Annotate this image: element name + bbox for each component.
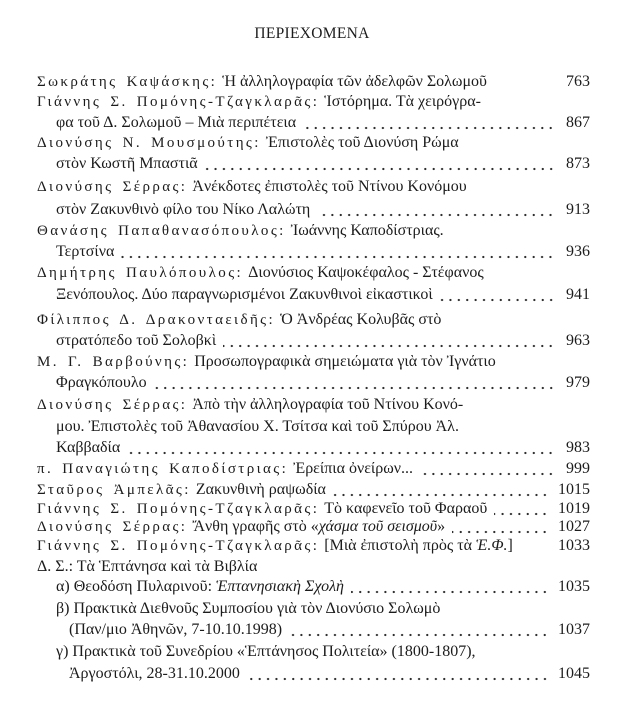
- toc-line: [37, 459, 590, 479]
- entry-title: Ὁ Ἀνδρέας Κολυβᾶς στὸ: [280, 311, 442, 328]
- item-title: Θεοδόση Πυλαρινοῦ:: [73, 578, 217, 595]
- entry-title-continued: στρατόπεδο τοῦ Σολοβκὶ: [56, 332, 217, 349]
- toc-line: [37, 536, 590, 556]
- entry-title-continued: μου. Ἐπιστολὲς τοῦ Ἀθανασίου Χ. Τσίτσα καὶ τοῦ Σπύρου Ἀλ.: [56, 418, 459, 435]
- dot-leader: [223, 331, 555, 351]
- item-title-italic: Ἑπτανησιακὴ Σχολὴ: [216, 578, 344, 595]
- entry-author: Γιάννης Σ. Πομόνης-Τζαγκλαρᾶς:: [37, 501, 320, 517]
- page-title: ΠΕΡΙΕΧΟΜΕΝΑ: [254, 25, 370, 42]
- page-number: 763: [566, 73, 590, 90]
- dot-leader: [351, 577, 549, 597]
- toc-line: [37, 72, 590, 92]
- toc-line: [56, 438, 590, 458]
- entry-text: [37, 517, 445, 537]
- item-title: Πρακτικὰ Διεθνοῦς Συμποσίου γιὰ τὸν Διονύσιο Σολωμὸ: [73, 600, 441, 617]
- page-number: 873: [566, 155, 590, 172]
- section-heading-text: Δ. Σ.: Τὰ Ἑπτάνησα καὶ τὰ Βιβλία: [37, 558, 258, 575]
- toc-line: [56, 242, 590, 262]
- entry-text: [37, 352, 496, 372]
- dot-leader: [333, 480, 549, 500]
- section-heading: [37, 557, 257, 577]
- dot-leader: [303, 113, 555, 133]
- dot-leader: [247, 664, 549, 684]
- entry-title: Ἡ ἀλληλογραφία τῶν ἀδελφῶν Σολωμοῦ: [222, 73, 487, 90]
- entry-text: [37, 536, 513, 556]
- toc-line: [37, 177, 467, 197]
- entry-title-continued: φα τοῦ Δ. Σολωμοῦ – Μιὰ περιπέτεια: [56, 114, 297, 131]
- dot-leader: [420, 459, 555, 479]
- toc-line: [69, 620, 590, 640]
- entry-text: [37, 177, 467, 197]
- page-number: 936: [566, 243, 590, 260]
- entry-text: [37, 221, 444, 241]
- item-title-continued: (Παν/μιο Ἀθηνῶν, 7-10.10.1998): [69, 621, 283, 638]
- page-number: 983: [566, 439, 590, 456]
- entry-author: Θανάσης Παπαθανασόπουλος:: [37, 223, 286, 239]
- page-number: 1037: [558, 621, 590, 638]
- entry-title: Ζακυνθινὴ ραψωδία: [195, 481, 326, 498]
- toc-line: [37, 310, 441, 330]
- dot-leader: [317, 200, 555, 220]
- entry-author: Σωκράτης Καψάσκης:: [37, 74, 218, 90]
- toc-line: [56, 417, 459, 437]
- entry-author: Γιάννης Σ. Πομόνης-Τζαγκλαρᾶς:: [37, 94, 320, 110]
- page-number: 1019: [558, 500, 590, 517]
- entry-text: [37, 499, 487, 519]
- entry-author: Διονύσης Σέρρας:: [37, 519, 188, 535]
- toc-line: [37, 92, 481, 112]
- toc-line: [37, 352, 496, 372]
- page-number: 963: [566, 332, 590, 349]
- page-number: 999: [566, 460, 590, 477]
- toc-line: [37, 517, 590, 537]
- dot-leader: [452, 517, 549, 537]
- entry-author: Μ. Γ. Βαρβούνης:: [37, 354, 190, 370]
- page-number: 867: [566, 114, 590, 131]
- entry-title: [Μιὰ ἐπιστολὴ πρὸς τὰ: [324, 537, 476, 554]
- entry-title: Ἀνέκδοτες ἐπιστολὲς τοῦ Ντίνου Κονόμου: [192, 178, 467, 195]
- item-marker: γ): [56, 643, 69, 660]
- item-text: [56, 599, 440, 619]
- page-number: 1045: [558, 665, 590, 682]
- toc-line: [56, 113, 590, 133]
- entry-title: Ἀπὸ τὴν ἀλληλογραφία τοῦ Ντίνου Κονό-: [192, 396, 464, 413]
- entry-author: Γιάννης Σ. Πομόνης-Τζαγκλαρᾶς:: [37, 538, 320, 554]
- entry-title: Προσωπογραφικὰ σημειώματα γιὰ τὸν Ἰγνάτιο: [194, 353, 496, 370]
- entry-title: Ἱστόρημα. Τὰ χειρόγρα-: [324, 93, 481, 110]
- entry-title-continued: Φραγκόπουλο: [56, 374, 147, 391]
- dot-leader: [494, 499, 549, 519]
- entry-text: [37, 480, 326, 500]
- toc-line: [37, 263, 484, 283]
- entry-text: [37, 72, 487, 92]
- dot-leader: [127, 438, 555, 458]
- toc-line: [56, 200, 590, 220]
- toc-line: [37, 221, 444, 241]
- entry-title-continued: Καββαδία: [56, 439, 121, 456]
- item-text: [56, 642, 476, 662]
- toc-line: [56, 599, 440, 619]
- entry-author: Φίλιππος Δ. Δρακονταειδῆς:: [37, 312, 276, 328]
- item-title: Πρακτικὰ τοῦ Συνεδρίου «Ἑπτάνησος Πολιτεία» (1800-1807),: [72, 643, 476, 660]
- page-number: 979: [566, 374, 590, 391]
- entry-text: [37, 92, 481, 112]
- entry-author: Διονύσης Σέρρας:: [37, 397, 188, 413]
- entry-title: Ἐρείπια ὀνείρων...: [293, 460, 413, 477]
- toc-line: [56, 154, 590, 174]
- entry-title-end: »: [437, 518, 446, 535]
- entry-title-continued: στὸν Κωστῆ Μπαστιᾶ: [56, 155, 198, 172]
- entry-text: [37, 395, 463, 415]
- entry-text: [37, 133, 459, 153]
- toc-line: [37, 499, 590, 519]
- toc-line: [37, 133, 459, 153]
- page-number: 913: [566, 201, 590, 218]
- toc-line: [56, 285, 590, 305]
- toc-line: [37, 395, 463, 415]
- page-number: 1035: [558, 578, 590, 595]
- toc-line: [69, 664, 590, 684]
- item-text: [56, 577, 344, 597]
- entry-title-italic: Ἑ.Φ.: [476, 537, 508, 554]
- dot-leader: [154, 373, 555, 393]
- entry-title: Ἄνθη γραφῆς στὸ «: [192, 518, 319, 535]
- toc-line: [56, 642, 476, 662]
- dot-leader: [289, 620, 549, 640]
- page-number: 941: [566, 286, 590, 303]
- entry-title: Διονύσιος Καψοκέφαλος - Στέφανος: [248, 264, 484, 281]
- entry-title-italic: χάσμα τοῦ σεισμοῦ: [318, 518, 438, 535]
- item-marker: α): [56, 578, 70, 595]
- page-number: 1027: [558, 518, 590, 535]
- entry-text: [37, 310, 441, 330]
- item-title-continued: Ἀργοστόλι, 28-31.10.2000: [69, 665, 240, 682]
- toc-line: [37, 480, 590, 500]
- entry-title-continued: Τερτσίνα: [56, 243, 115, 260]
- toc-line: [56, 331, 590, 351]
- page-number: 1033: [558, 537, 590, 554]
- entry-title: Ἰωάννης Καποδίστριας.: [290, 222, 444, 239]
- page-number: 1015: [558, 481, 590, 498]
- dot-leader: [205, 154, 555, 174]
- entry-title-end: ]: [507, 537, 513, 554]
- entry-author: Διονύσης Σέρρας:: [37, 179, 188, 195]
- entry-text: [37, 459, 413, 479]
- toc-line: [56, 373, 590, 393]
- entry-author: π. Παναγιώτης Καποδίστριας:: [37, 461, 289, 477]
- entry-author: Σταῦρος Ἀμπελᾶς:: [37, 482, 191, 498]
- item-marker: β): [56, 600, 70, 617]
- entry-title: Ἐπιστολὲς τοῦ Διονύση Ρώμα: [265, 134, 459, 151]
- entry-title: Τὸ καφενεῖο τοῦ Φαραοῦ: [324, 500, 488, 517]
- entry-text: [37, 263, 484, 283]
- entry-title-continued: Ξενόπουλος. Δύο παραγνωρισμένοι Ζακυνθινοὶ εἰκαστικοὶ: [56, 286, 433, 303]
- entry-author: Διονύσης Ν. Μουσμούτης:: [37, 135, 261, 151]
- dot-leader: [121, 242, 555, 262]
- toc-line: [56, 577, 590, 597]
- entry-author: Δημήτρης Παυλόπουλος:: [37, 265, 244, 281]
- dot-leader: [440, 285, 555, 305]
- entry-title-continued: στὸν Ζακυνθινὸ φίλο του Νίκο Λαλώτη: [56, 201, 311, 218]
